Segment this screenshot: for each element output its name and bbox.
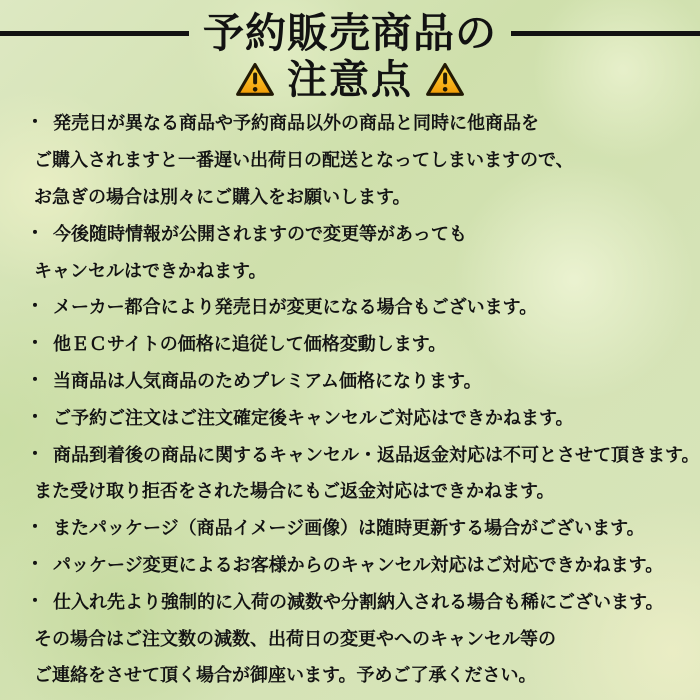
notice-item [0, 325, 700, 362]
notice-line [0, 619, 700, 656]
warning-triangle-icon [425, 62, 465, 98]
notice-line [0, 509, 700, 546]
notice-text: ご購入されますと一番遅い出荷日の配送となってしまいますので、 [34, 150, 574, 171]
notice-text: ご予約ご注文はご注文確定後キャンセルご対応はできかねます。 [53, 407, 574, 428]
bullet-dot: ・ [26, 406, 44, 427]
notice-text: 今後随時情報が公開されますので変更等があっても [53, 223, 467, 244]
notice-line [0, 472, 700, 509]
notice-item [0, 435, 700, 509]
notice-line [0, 656, 700, 693]
bullet-dot: ・ [26, 517, 44, 538]
notice-line [0, 214, 700, 251]
notice-text: 商品到着後の商品に関するキャンセル・返品返金対応は不可とさせて頂きます。 [53, 444, 700, 465]
notice-text: 仕入れ先より強制的に入荷の減数や分割納入される場合も稀にございます。 [53, 591, 664, 612]
title-rule-right [511, 31, 700, 36]
bullet-dot: ・ [26, 553, 44, 574]
bullet-dot: ・ [26, 369, 44, 390]
notice-item [0, 104, 700, 214]
notice-item [0, 398, 700, 435]
notice-text: 発売日が異なる商品や予約商品以外の商品と同時に他商品を [53, 113, 539, 134]
subtitle-row [0, 58, 700, 102]
notice-text: また受け取り拒否をされた場合にもご返金対応はできかねます。 [34, 481, 555, 502]
notice-list [0, 102, 700, 693]
notice-text: ご連絡をさせて頂く場合が御座います。予めご了承ください。 [34, 665, 537, 686]
warning-triangle-icon [235, 62, 275, 98]
page-subtitle: 注意点 [287, 57, 413, 102]
bullet-dot: ・ [26, 333, 44, 354]
notice-item [0, 509, 700, 546]
title-row [0, 8, 700, 58]
notice-item [0, 546, 700, 583]
notice-line [0, 582, 700, 619]
notice-line [0, 546, 700, 583]
notice-line [0, 398, 700, 435]
notice-line [0, 325, 700, 362]
bullet-dot: ・ [26, 296, 44, 317]
notice-text: 当商品は人気商品のためプレミアム価格になります。 [53, 370, 482, 391]
notice-item [0, 288, 700, 325]
notice-line [0, 141, 700, 178]
notice-line [0, 362, 700, 399]
notice-text: またパッケージ（商品イメージ画像）は随時更新する場合がございます。 [53, 518, 645, 539]
notice-text: その場合はご注文数の減数、出荷日の変更やへのキャンセル等の [34, 628, 556, 649]
notice-line [0, 104, 700, 141]
bullet-dot: ・ [26, 112, 44, 133]
notice-item [0, 362, 700, 399]
bullet-dot: ・ [26, 590, 44, 611]
notice-item [0, 582, 700, 692]
bullet-dot: ・ [26, 443, 44, 464]
notice-text: 他ＥＣサイトの価格に追従して価格変動します。 [53, 334, 447, 355]
notice-text: キャンセルはできかねます。 [34, 260, 267, 281]
title-rule-left [0, 31, 189, 36]
notice-line [0, 251, 700, 288]
notice-line [0, 288, 700, 325]
notice-text: メーカー都合により発売日が変更になる場合もございます。 [53, 297, 538, 318]
page-title: 予約販売商品の [203, 9, 497, 56]
bullet-dot: ・ [26, 222, 44, 243]
notice-item [0, 214, 700, 288]
notice-text: パッケージ変更によるお客様からのキャンセル対応はご対応できかねます。 [53, 554, 664, 575]
header [0, 0, 700, 102]
notice-line [0, 435, 700, 472]
notice-text: お急ぎの場合は別々にご購入をお願いします。 [34, 186, 411, 207]
notice-line [0, 178, 700, 215]
